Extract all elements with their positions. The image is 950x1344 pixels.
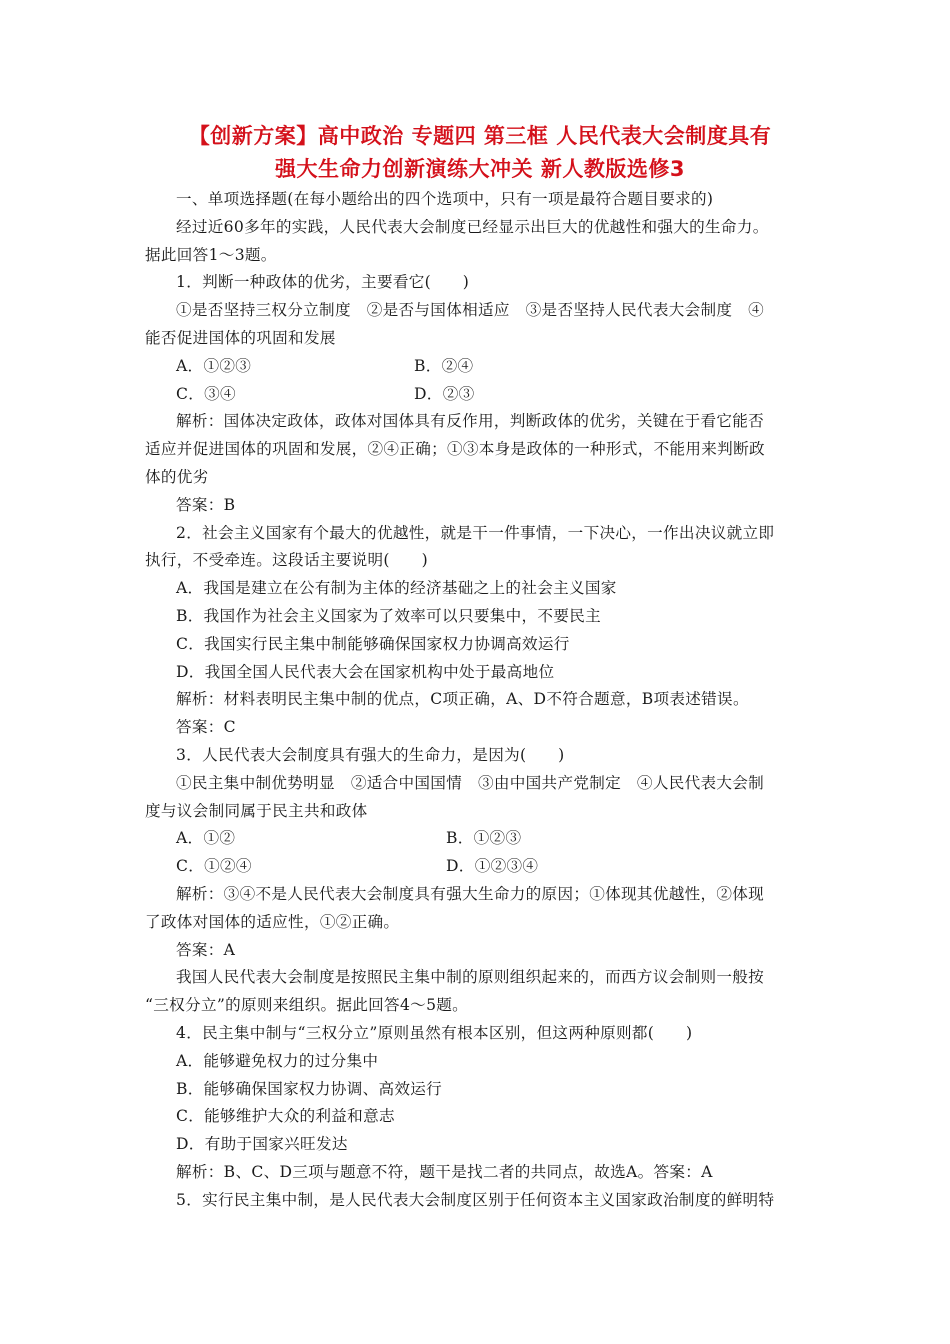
option-b: B．我国作为社会主义国家为了效率可以只要集中，不要民主 [176, 606, 601, 625]
document-body [145, 186, 815, 1214]
analysis-text: 了政体对国体的适应性，①②正确。 [145, 912, 400, 931]
material-text: “三权分立”的原则来组织。据此回答4～5题。 [145, 996, 469, 1015]
option-b: B．②④ [414, 356, 474, 375]
answer-options [145, 353, 815, 381]
analysis-text: 解析：材料表明民主集中制的优点，C项正确，A、D不符合题意，B项表述错误。 [176, 690, 749, 709]
section-heading: 一、单项选择题(在每小题给出的四个选项中，只有一项是最符合题目要求的) [176, 190, 714, 208]
option-d: D．有助于国家兴旺发达 [176, 1135, 348, 1154]
option-c: C．①②④ [176, 857, 252, 876]
option-c: C．能够维护大众的利益和意志 [176, 1107, 395, 1126]
option-a: A．能够避免权力的过分集中 [176, 1051, 379, 1070]
document-title-line-1: 【创新方案】高中政治 专题四 第三框 人民代表大会制度具有 [188, 124, 772, 148]
analysis-text: 体的优劣 [145, 467, 209, 486]
option-a: A．①② [176, 829, 236, 848]
answer-options [145, 853, 815, 881]
material-text: 据此回答1～3题。 [145, 245, 277, 264]
material-text: 经过近60多年的实践，人民代表大会制度已经显示出巨大的优越性和强大的生命力。 [176, 217, 769, 236]
option-c: C．③④ [176, 384, 236, 403]
question-text: ①是否坚持三权分立制度 ②是否与国体相适应 ③是否坚持人民代表大会制度 ④ [176, 301, 765, 320]
answer-text: 答案：B [176, 495, 236, 514]
question-text: ①民主集中制优势明显 ②适合中国国情 ③由中国共产党制定 ④人民代表大会制 [176, 773, 765, 792]
material-text: 我国人民代表大会制度是按照民主集中制的原则组织起来的，而西方议会制则一般按 [176, 968, 765, 987]
question-text: 能否促进国体的巩固和发展 [145, 328, 336, 347]
option-b: B．能够确保国家权力协调、高效运行 [176, 1079, 443, 1098]
option-c: C．我国实行民主集中制能够确保国家权力协调高效运行 [176, 634, 570, 653]
question-5: 5．实行民主集中制，是人民代表大会制度区别于任何资本主义国家政治制度的鲜明特 [176, 1190, 775, 1209]
analysis-text: 解析：③④不是人民代表大会制度具有强大生命力的原因；①体现其优越性，②体现 [176, 884, 765, 903]
answer-text: 答案：A [176, 940, 236, 959]
question-4: 4．民主集中制与“三权分立”原则虽然有根本区别，但这两种原则都( ) [176, 1023, 693, 1042]
question-1: 1．判断一种政体的优劣，主要看它( ) [176, 273, 470, 292]
question-text: 执行，不受牵连。这段话主要说明( ) [145, 551, 428, 570]
answer-options [145, 825, 815, 853]
option-b: B．①②③ [446, 829, 522, 848]
document-title-line-2: 强大生命力创新演练大冲关 新人教版选修3 [275, 157, 685, 181]
question-3: 3．人民代表大会制度具有强大的生命力，是因为( ) [176, 745, 565, 764]
option-d: D．②③ [414, 384, 475, 403]
option-a: A．①②③ [176, 356, 252, 375]
question-text: 度与议会制同属于民主共和政体 [145, 801, 368, 820]
option-d: D．①②③④ [446, 857, 539, 876]
analysis-text: 适应并促进国体的巩固和发展，②④正确；①③本身是政体的一种形式，不能用来判断政 [145, 440, 765, 459]
answer-options [145, 381, 815, 409]
analysis-text: 解析：国体决定政体，政体对国体具有反作用，判断政体的优劣，关键在于看它能否 [176, 412, 765, 431]
question-2: 2．社会主义国家有个最大的优越性，就是干一件事情，一下决心，一作出决议就立即 [176, 523, 775, 542]
answer-text: 答案：C [176, 718, 236, 737]
analysis-text: 解析：B、C、D三项与题意不符，题干是找二者的共同点，故选A。答案：A [176, 1162, 713, 1181]
option-a: A．我国是建立在公有制为主体的经济基础之上的社会主义国家 [176, 579, 617, 598]
option-d: D．我国全国人民代表大会在国家机构中处于最高地位 [176, 662, 555, 681]
